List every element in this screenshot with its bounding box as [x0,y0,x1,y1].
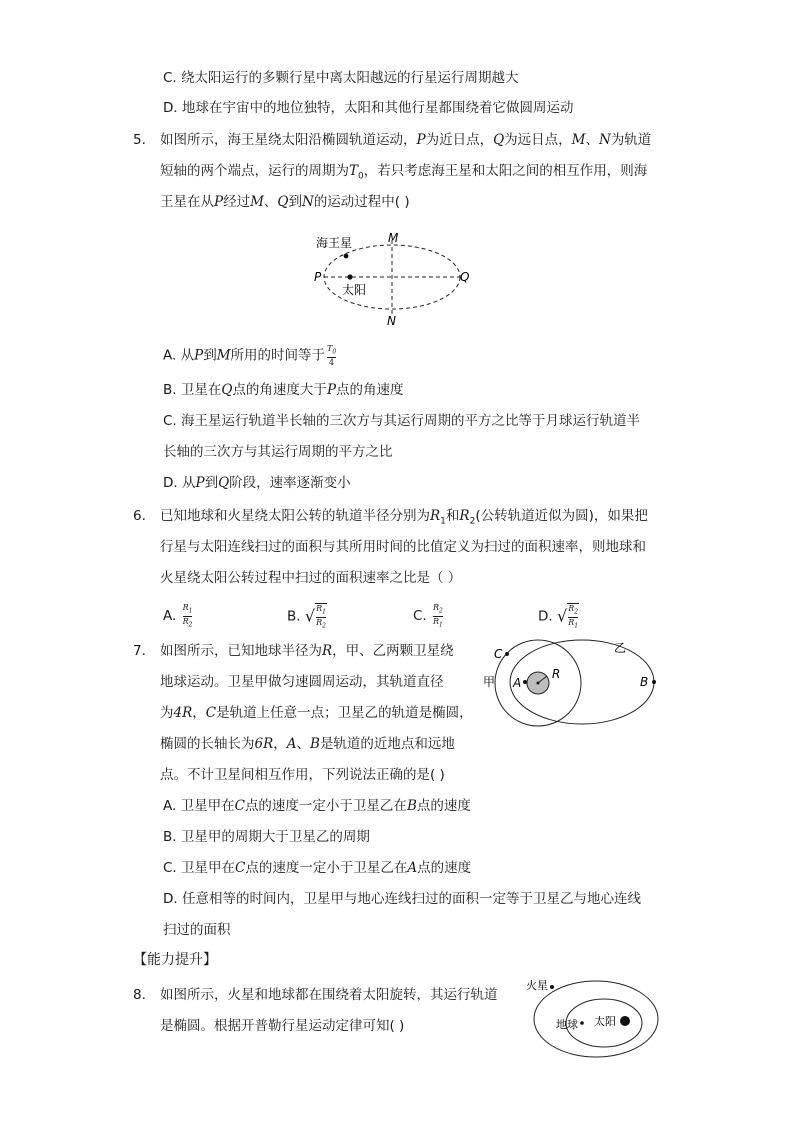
q5-option-c-line1: C. 海王星运行轨道半长轴的三次方与其运行周期的平方之比等于月球运行轨道半 [163,413,641,429]
q7-stem-line2: 地球运动。卫星甲做匀速圆周运动，其轨道直径 [160,674,444,690]
label-q: Q [460,270,470,284]
q7-option-b: B. 卫星甲的周期大于卫星乙的周期 [163,829,370,845]
q7-stem-line1: 如图所示，已知地球半径为R，甲、乙两颗卫星绕 [160,643,454,659]
q5-stem-line1: 如图所示，海王星绕太阳沿椭圆轨道运动，P为近日点，Q为远日点，M、N为轨道 [160,132,652,148]
q5-stem-line2: 短轴的两个端点，运行的周期为$T_0$，若只考虑海王星和太阳之间的相互作用，则海 [160,163,648,182]
point-b-dot [652,680,656,684]
q7-option-d-line1: D. 任意相等的时间内，卫星甲与地心连线扫过的面积一定等于卫星乙与地心连线 [163,891,641,907]
question-number-6: 6. [133,508,146,524]
question-number-5: 5. [133,132,146,148]
sun-dot [347,274,352,279]
point-a-dot [523,680,527,684]
q6-option-a: A. $\frac{R_1}{R_2}$ [163,603,193,629]
label-r: R [552,667,561,681]
label-n: N [387,314,396,328]
q7-stem-line3: 为4R，C是轨道上任意一点；卫星乙的轨道是椭圆， [160,705,473,721]
section-heading: 【能力提升】 [133,952,217,968]
q7-satellite-figure [480,636,660,730]
label-jia: 甲 [483,675,496,689]
q6-stem-line3: 火星绕太阳公转过程中扫过的面积速率之比是（ ） [160,570,462,586]
label-neptune: 海王星 [316,236,353,250]
label-mars: 火星 [526,979,548,992]
neptune-dot [344,254,349,259]
label-earth: 地球 [556,1018,578,1031]
sun-dot [620,1016,630,1026]
label-p: P [314,270,322,284]
point-c-dot [505,652,509,656]
label-a: A [513,676,522,690]
prev-option-c: C. 绕太阳运行的多颗行星中离太阳越远的行星运行周期越大 [163,70,519,86]
q7-stem-line5: 点。不计卫星间相互作用，下列说法正确的是( ) [160,767,445,783]
q7-option-a: A. 卫星甲在C点的速度一定小于卫星乙在B点的速度 [163,798,471,814]
q6-stem-line1: 已知地球和火星绕太阳公转的轨道半径分别为$R_1$和$R_2$(公转轨道近似为圆)，如果把 [160,508,648,527]
fraction-t0-over-4: $\frac{T_0}{4}$ [327,344,337,367]
sqrt-r1-over-r2: √ $\frac{R_1}{R_2}$ [304,604,326,630]
mars-dot [550,985,554,989]
q8-stem-line1: 如图所示，火星和地球都在围绕着太阳旋转，其运行轨道 [160,987,498,1003]
fraction-r1-over-r2: $\frac{R_1}{R_2}$ [182,603,193,629]
label-yi: 乙 [614,641,627,655]
sqrt-r2-over-r1: √ $\frac{R_2}{R_1}$ [556,604,579,630]
q5-option-b: B. 卫星在Q点的角速度大于P点的角速度 [163,382,404,398]
q5-orbit-figure [310,228,480,328]
q6-option-d: D. √ $\frac{R_2}{R_1}$ [538,604,579,630]
q5-option-d: D. 从P到Q阶段，速率逐渐变小 [163,475,351,491]
label-c: C [494,647,503,661]
q5-option-c-line2: 长轴的三次方与其运行周期的平方之比 [163,444,393,460]
q8-stem-line2: 是椭圆。根据开普勒行星运动定律可知( ) [160,1018,405,1034]
q6-option-c: C. $\frac{R_2}{R_1}$ [413,603,443,629]
label-b: B [640,675,649,689]
fraction-r2-over-r1: $\frac{R_2}{R_1}$ [433,603,443,629]
question-number-8: 8. [133,987,146,1003]
q6-option-b: B. √ $\frac{R_1}{R_2}$ [287,604,326,630]
earth-dot [580,1021,584,1025]
label-sun: 太阳 [594,1015,616,1028]
prev-option-d: D. 地球在宇宙中的地位独特，太阳和其他行星都围绕着它做圆周运动 [163,100,574,116]
q5-stem-line3: 王星在从P经过M、Q到N的运动过程中( ) [160,194,410,210]
label-sun: 太阳 [342,283,367,297]
q7-option-d-line2: 扫过的面积 [163,922,231,938]
q5-option-a: A. 从P到M所用的时间等于 $\frac{T_0}{4}$ [163,344,337,367]
q7-stem-line4: 椭圆的长轴长为6R，A、B是轨道的近地点和远地 [160,736,455,752]
q6-stem-line2: 行星与太阳连线扫过的面积与其所用时间的比值定义为扫过的面积速率，则地球和 [160,539,646,555]
label-m: M [388,231,399,245]
q7-option-c: C. 卫星甲在C点的速度一定小于卫星乙在A点的速度 [163,860,472,876]
question-number-7: 7. [133,643,146,659]
q8-orbit-figure [522,975,662,1061]
